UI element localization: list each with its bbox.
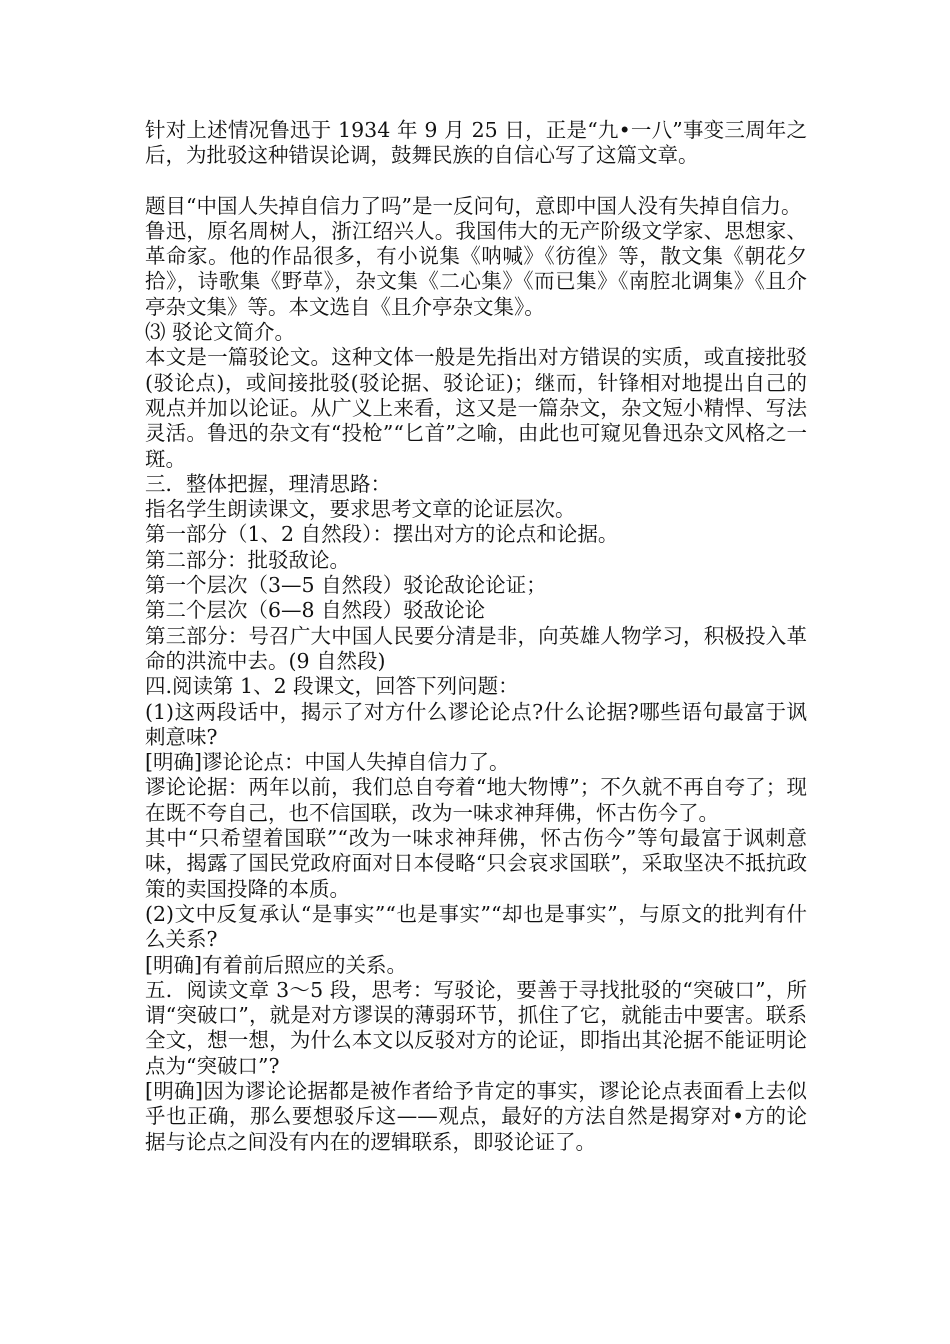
- document-body: [145, 118, 807, 1155]
- question-paragraph: (1)这两段话中，揭示了对方什么谬论论点?什么论据?哪些语句最富于讽刺意味?: [145, 699, 807, 749]
- section-heading: ⑶ 驳论文简介。: [145, 320, 296, 345]
- answer-paragraph: 其中“只希望着国联”“改为一味求神拜佛，怀古伤今”等句最富于讽刺意味，揭露了国民党政府面对日本侵略“只会哀求国联”，采取坚决不抵抗政策的卖国投降的本质。: [145, 826, 807, 901]
- structure-item: 第二部分：批驳敌论。: [145, 547, 350, 572]
- structure-item: 第二个层次（6—8 自然段）驳敌论论: [145, 598, 486, 623]
- answer-paragraph: [明确]谬论论点：中国人失掉自信力了。: [145, 750, 510, 775]
- genre-intro-paragraph: 本文是一篇驳论文。这种文体一般是先指出对方错误的实质，或直接批驳(驳论点)，或间接批驳(驳论据、驳论证)；继而，针锋相对地提出自己的观点并加以论证。从广义上来看，这又是一篇杂文，杂文短小精悍、写法灵活。鲁迅的杂文有“投枪”“匕首”之喻，由此也可窥见鲁迅杂文风格之一斑。: [145, 345, 807, 471]
- answer-paragraph: [明确]因为谬论论据都是被作者给予肯定的事实，谬论论点表面看上去似乎也正确，那么要想驳斥这——观点，最好的方法自然是揭穿对•方的论据与论点之间没有内在的逻辑联系，即驳论证了。: [145, 1078, 807, 1154]
- paragraph-gap: [145, 169, 807, 194]
- section-heading: 五．阅读文章 3～5 段，思考：写驳论，要善于寻找批驳的“突破口”，所谓“突破口”，就是对方谬误的薄弱环节，抓住了它，就能击中要害。联系全文，想一想，为什么本文以反驳对方的论证，即指出其沦据不能证明论点为“突破口”?: [145, 977, 807, 1078]
- answer-paragraph: [明确]有着前后照应的关系。: [145, 952, 407, 977]
- structure-item: 第一部分（1、2 自然段）：摆出对方的论点和论据。: [145, 522, 619, 547]
- answer-paragraph: 谬论论据：两年以前，我们总自夸着“地大物博”；不久就不再自夸了；现在既不夸自己，也不信国联，改为一味求神拜佛，怀古伤今了。: [145, 775, 807, 825]
- intro-paragraph: 针对上述情况鲁迅于 1934 年 9 月 25 日，正是“九•一八”事变三周年之后，为批驳这种错误论调，鼓舞民族的自信心写了这篇文章。: [145, 118, 807, 168]
- question-paragraph: (2)文中反复承认“是事实”“也是事实”“却也是事实”，与原文的批判有什么关系?: [145, 901, 807, 952]
- section-heading: 三．整体把握，理清思路：: [145, 471, 391, 496]
- structure-item: 第三部分：号召广大中国人民要分清是非，向英雄人物学习，积极投入革命的洪流中去。(9 自然段): [145, 623, 807, 673]
- author-intro-paragraph: 鲁迅，原名周树人，浙江绍兴人。我国伟大的无产阶级文学家、思想家、革命家。他的作品很多，有小说集《呐喊》《彷徨》等，散文集《朝花夕拾》，诗歌集《野草》，杂文集《二心集》《而已集》《南腔北调集》《且介亭杂文集》等。本文选自《且介亭杂文集》。: [145, 218, 807, 319]
- structure-item: 第一个层次（3—5 自然段）驳论敌论论证；: [145, 573, 547, 598]
- body-paragraph: 指名学生朗读课文，要求思考文章的论证层次。: [145, 497, 576, 522]
- section-heading: 四.阅读第 1、2 段课文，回答下列问题：: [145, 674, 519, 699]
- title-explanation-paragraph: 题目“中国人失掉自信力了吗”是一反问句，意即中国人没有失掉自信力。: [145, 193, 802, 218]
